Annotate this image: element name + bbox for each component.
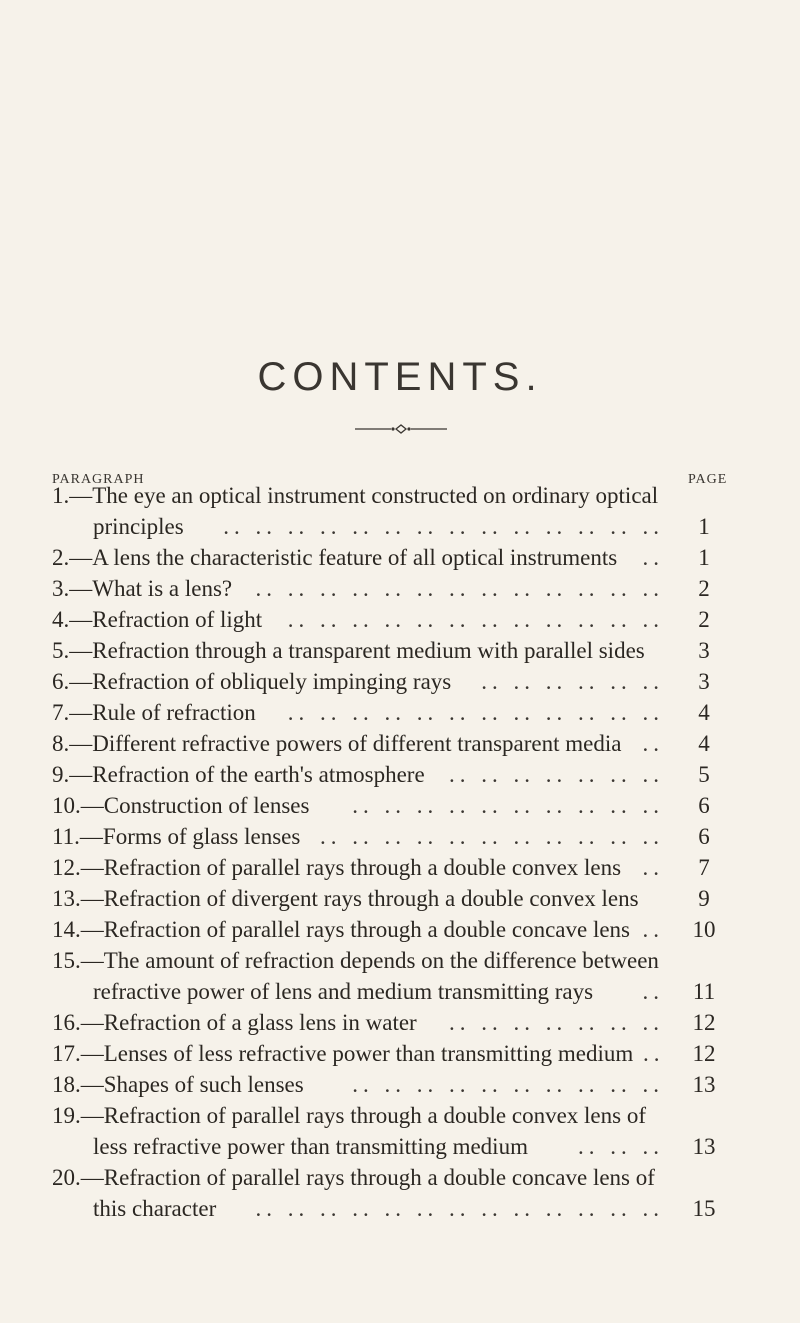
page-column-header: PAGE: [688, 472, 728, 487]
toc-entry-title: 17.—Lenses of less refractive power than transmitting medium: [52, 1041, 634, 1066]
dot-leader: ..: [642, 979, 664, 1004]
dot-leader: .. .. .. .. .. .. .. .. .. .. .. ..: [287, 700, 664, 725]
toc-page-number: 2: [698, 576, 710, 601]
toc-entry: [0, 1007, 800, 1038]
toc-line: [0, 945, 800, 976]
toc-page-number: 13: [692, 1134, 716, 1159]
toc-entry-title: principles: [93, 514, 184, 539]
toc-entry-title: 15.—The amount of refraction depends on the difference between: [52, 948, 659, 973]
toc-line: [0, 1100, 800, 1131]
dot-leader: .. .. .. .. .. .. .. .. .. .. .. .. ..: [255, 576, 664, 601]
toc-line: [0, 883, 800, 914]
toc-entry-title: 16.—Refraction of a glass lens in water: [52, 1010, 417, 1035]
toc-page-number: 5: [698, 762, 710, 787]
toc-page-number: 6: [698, 793, 710, 818]
dot-leader: .. .. .. .. .. ..: [481, 669, 664, 694]
toc-entry-title: 20.—Refraction of parallel rays through a double concave lens of: [52, 1165, 655, 1190]
toc-page-number: 2: [698, 607, 710, 632]
toc-line: [0, 480, 800, 511]
toc-page-number: 4: [698, 700, 710, 725]
toc-entry-title: 7.—Rule of refraction: [52, 700, 256, 725]
table-of-contents: [0, 480, 800, 1224]
toc-line: [0, 852, 800, 883]
toc-entry: [0, 697, 800, 728]
toc-entry: [0, 759, 800, 790]
dot-leader: .. .. .. .. .. .. .. .. .. .. .. .. .. ..: [223, 514, 664, 539]
toc-line: [0, 604, 800, 635]
toc-line: [0, 1162, 800, 1193]
toc-entry: [0, 1069, 800, 1100]
toc-page-number: 6: [698, 824, 710, 849]
toc-entry: [0, 914, 800, 945]
toc-entry: [0, 666, 800, 697]
toc-entry-title: 2.—A lens the characteristic feature of all optical instruments: [52, 545, 618, 570]
dot-leader: .. .. .. .. .. .. .. .. .. ..: [352, 1072, 664, 1097]
dot-leader: ..: [642, 917, 664, 942]
toc-page-number: 1: [698, 514, 710, 539]
toc-entry: [0, 883, 800, 914]
toc-line: [0, 790, 800, 821]
toc-entry: [0, 821, 800, 852]
toc-entry-title: refractive power of lens and medium transmitting rays: [93, 979, 594, 1004]
toc-entry: [0, 1038, 800, 1069]
dot-leader: ..: [643, 1041, 664, 1066]
toc-line: [0, 1069, 800, 1100]
dot-leader: .. .. .. .. .. .. .. .. .. ..: [352, 793, 664, 818]
toc-entry: [0, 790, 800, 821]
toc-page-number: 3: [698, 638, 710, 663]
dot-leader: .. .. .. .. .. .. .. .. .. .. .. .. ..: [255, 1196, 664, 1221]
toc-line: [0, 1038, 800, 1069]
toc-entry-title: 3.—What is a lens?: [52, 576, 233, 601]
dot-leader: ..: [642, 545, 664, 570]
toc-entry: [0, 852, 800, 883]
toc-entry-title: this character: [93, 1196, 217, 1221]
toc-line: [0, 635, 800, 666]
toc-line: [0, 1007, 800, 1038]
toc-page-number: 10: [692, 917, 716, 942]
toc-page-number: 3: [698, 669, 710, 694]
paragraph-column-header: PARAGRAPH: [52, 472, 145, 487]
toc-entry: [0, 480, 800, 542]
dot-leader: .. .. .. .. .. .. ..: [449, 762, 664, 787]
toc-line: [0, 511, 800, 542]
toc-entry-title: 13.—Refraction of divergent rays through a double convex lens: [52, 886, 639, 911]
toc-line: [0, 697, 800, 728]
toc-entry: [0, 945, 800, 1007]
ornament-divider-icon: [355, 424, 447, 434]
toc-page-number: 12: [692, 1010, 716, 1035]
toc-line: [0, 1131, 800, 1162]
toc-page-number: 9: [698, 886, 710, 911]
toc-entry-title: 12.—Refraction of parallel rays through a double convex lens: [52, 855, 622, 880]
toc-entry: [0, 542, 800, 573]
toc-entry-title: less refractive power than transmitting medium: [93, 1134, 528, 1159]
dot-leader: .. .. .. .. .. .. .. .. .. .. .. ..: [287, 607, 664, 632]
toc-entry-title: 1.—The eye an optical instrument constructed on ordinary optical: [52, 483, 659, 508]
toc-entry-title: 19.—Refraction of parallel rays through a double convex lens of: [52, 1103, 646, 1128]
toc-entry-title: 14.—Refraction of parallel rays through a double concave lens: [52, 917, 630, 942]
toc-line: [0, 914, 800, 945]
toc-entry: [0, 728, 800, 759]
toc-entry-title: 8.—Different refractive powers of different transparent media: [52, 731, 622, 756]
toc-entry: [0, 573, 800, 604]
toc-page-number: 15: [692, 1196, 716, 1221]
toc-page-number: 12: [692, 1041, 716, 1066]
toc-entry-title: 18.—Shapes of such lenses: [52, 1072, 304, 1097]
toc-entry: [0, 1162, 800, 1224]
toc-page-number: 13: [692, 1072, 716, 1097]
toc-line: [0, 821, 800, 852]
toc-line: [0, 1193, 800, 1224]
toc-page-number: 4: [698, 731, 710, 756]
toc-entry: [0, 604, 800, 635]
dot-leader: .. .. .. .. .. .. ..: [449, 1010, 664, 1035]
toc-page-number: 11: [692, 979, 716, 1004]
toc-entry-title: 4.—Refraction of light: [52, 607, 263, 632]
toc-line: [0, 542, 800, 573]
toc-entry-title: 11.—Forms of glass lenses: [52, 824, 301, 849]
toc-entry-title: 5.—Refraction through a transparent medium with parallel sides: [52, 638, 645, 663]
toc-entry-title: 10.—Construction of lenses: [52, 793, 310, 818]
toc-page-number: 1: [698, 545, 710, 570]
toc-line: [0, 976, 800, 1007]
dot-leader: .. .. ..: [578, 1134, 664, 1159]
toc-line: [0, 666, 800, 697]
toc-line: [0, 728, 800, 759]
toc-entry: [0, 1100, 800, 1162]
toc-line: [0, 759, 800, 790]
toc-entry-title: 6.—Refraction of obliquely impinging rays: [52, 669, 452, 694]
dot-leader: .. .. .. .. .. .. .. .. .. .. ..: [320, 824, 664, 849]
dot-leader: ..: [642, 855, 664, 880]
toc-line: [0, 573, 800, 604]
dot-leader: ..: [642, 731, 664, 756]
page-title: CONTENTS.: [257, 355, 543, 399]
toc-entry-title: 9.—Refraction of the earth's atmosphere: [52, 762, 425, 787]
toc-entry: [0, 635, 800, 666]
toc-page-number: 7: [698, 855, 710, 880]
